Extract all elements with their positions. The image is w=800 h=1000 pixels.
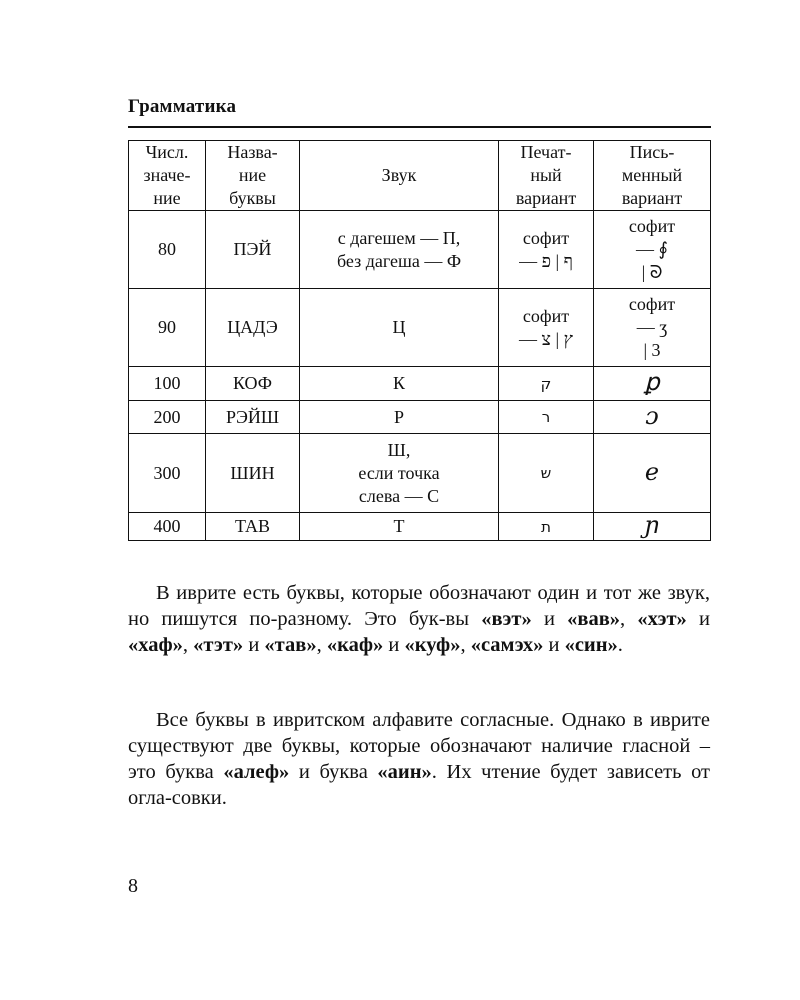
cell-line: ТАВ (234, 516, 271, 536)
cell-letter-name (206, 367, 300, 401)
paragraph-1 (128, 580, 710, 658)
cell-written-variant (594, 513, 711, 541)
cell-line: ת (541, 517, 551, 536)
cell-line: Ц (392, 317, 406, 337)
cell-line: ר (541, 408, 551, 426)
cell-line: ПЭЙ (233, 239, 272, 259)
text-run: и (531, 608, 568, 630)
cell-line: К (392, 373, 405, 393)
cell-line: — ף | פ (519, 250, 573, 271)
cell-number-value (129, 513, 206, 541)
text-run: В иврите есть буквы, которые обозначают один и тот же звук, но пишутся по-разному. Это бук-вы (128, 582, 710, 630)
cell-line: софит (522, 305, 570, 326)
cell-line: Р (393, 406, 404, 427)
cell-line: вариант (621, 188, 683, 208)
header-print-variant (499, 141, 594, 211)
cell-number-value (129, 211, 206, 289)
table-row (129, 401, 711, 434)
cell-line: ש (540, 464, 552, 482)
cell-line: Печат- (520, 142, 572, 162)
cell-line: без дагеша — Ф (336, 250, 462, 271)
cell-written-variant (594, 434, 711, 513)
cell-letter-name (206, 289, 300, 367)
bold-term: «аин» (377, 761, 432, 783)
cell-line: ный (530, 165, 562, 185)
bold-term: «алеф» (223, 761, 290, 783)
cell-line: с дагешем — П, (337, 227, 461, 248)
table-header-row (129, 141, 711, 211)
table-row (129, 513, 711, 541)
header-written-variant (594, 141, 711, 211)
cell-written-variant (594, 211, 711, 289)
cell-written-variant (594, 401, 711, 434)
cell-line: 400 (153, 516, 181, 536)
text-run: . (617, 634, 623, 656)
text-run: , (316, 634, 327, 656)
cell-line: Ш, (387, 439, 411, 460)
cell-print-variant (499, 211, 594, 289)
cell-written-variant (594, 289, 711, 367)
cell-line: — ∮ (636, 239, 668, 259)
cell-letter-name (206, 211, 300, 289)
cell-line: ШИН (230, 462, 275, 483)
text-run: и буква (289, 761, 378, 783)
cell-line: РЭЙШ (225, 406, 280, 427)
bold-term: «самэх» (470, 634, 544, 656)
cell-sound (300, 289, 499, 367)
cell-line: Числ. (145, 142, 189, 162)
cell-line: — ץ | צ (519, 328, 573, 349)
cell-letter-name (206, 434, 300, 513)
cell-line: 90 (158, 317, 176, 337)
bold-term: «тэт» (193, 634, 244, 656)
cell-letter-name (206, 401, 300, 434)
cell-line: софит (522, 227, 570, 248)
cell-line: | 3 (643, 340, 661, 360)
bold-term: «каф» (326, 634, 384, 656)
table-row (129, 434, 711, 513)
cell-line: 300 (153, 462, 181, 483)
cell-line: ние (238, 165, 267, 185)
bold-term: «куф» (404, 634, 461, 656)
cell-line: Назва- (227, 142, 278, 162)
text-run: и (383, 634, 405, 656)
cell-written-variant (594, 367, 711, 401)
cell-sound (300, 211, 499, 289)
cell-line: ק (540, 374, 552, 393)
page-title: Грамматика (128, 96, 237, 117)
cell-print-variant (499, 513, 594, 541)
paragraph-2 (128, 707, 710, 811)
bold-term: «хаф» (128, 634, 183, 656)
bold-term: «хэт» (637, 608, 687, 630)
cell-line: ꝑ (644, 368, 660, 396)
cell-line: значе- (143, 165, 191, 185)
cell-line: Пись- (629, 142, 675, 162)
cell-line: ɔ (645, 401, 659, 430)
cell-print-variant (499, 289, 594, 367)
header-letter-name (206, 141, 300, 211)
cell-line: ɲ (644, 511, 660, 539)
header-sound (300, 141, 499, 211)
cell-line: софит (628, 294, 676, 314)
cell-sound (300, 513, 499, 541)
cell-print-variant (499, 434, 594, 513)
cell-line: — ʒ (636, 317, 668, 337)
text-run: и (543, 634, 565, 656)
cell-line: | ᘐ (641, 262, 663, 282)
cell-number-value (129, 367, 206, 401)
cell-print-variant (499, 401, 594, 434)
cell-sound (300, 401, 499, 434)
header-rule (128, 126, 711, 128)
text-run: и (243, 634, 265, 656)
cell-sound (300, 367, 499, 401)
cell-line: если точка (358, 462, 440, 483)
cell-sound (300, 434, 499, 513)
cell-line: Т (393, 516, 405, 536)
text-run: , (182, 634, 194, 656)
table-row (129, 289, 711, 367)
cell-number-value (129, 434, 206, 513)
cell-line: буквы (229, 188, 276, 208)
cell-line: ние (153, 188, 181, 208)
text-run: , (460, 634, 471, 656)
table-row (129, 367, 711, 401)
text-run: , (620, 608, 638, 630)
cell-line: ЦАДЭ (227, 317, 278, 337)
cell-line: КОФ (233, 373, 272, 393)
bold-term: «тав» (264, 634, 317, 656)
header-number-value (129, 141, 206, 211)
bold-term: «син» (564, 634, 618, 656)
cell-line: менный (621, 165, 683, 185)
cell-line: 80 (158, 239, 176, 259)
cell-line: слева — С (358, 485, 440, 506)
cell-line: e (644, 457, 660, 486)
table-row (129, 211, 711, 289)
cell-line: Звук (381, 165, 417, 185)
cell-line: 200 (153, 406, 181, 427)
bold-term: «вэт» (481, 608, 532, 630)
text-run: Все буквы в ивритском алфавите согласные. Однако в иврите существуют две буквы, которые обозначают наличие гласной – это буква (128, 709, 710, 783)
cell-print-variant (499, 367, 594, 401)
alphabet-table (128, 140, 711, 541)
cell-number-value (129, 401, 206, 434)
cell-line: вариант (515, 188, 577, 208)
bold-term: «вав» (567, 608, 621, 630)
cell-letter-name (206, 513, 300, 541)
cell-line: 100 (153, 373, 181, 393)
cell-line: софит (628, 216, 676, 236)
text-run: . Их чтение будет зависеть от огла-совки. (128, 761, 711, 809)
text-run: и (686, 608, 710, 630)
page-number: 8 (128, 875, 138, 897)
cell-number-value (129, 289, 206, 367)
